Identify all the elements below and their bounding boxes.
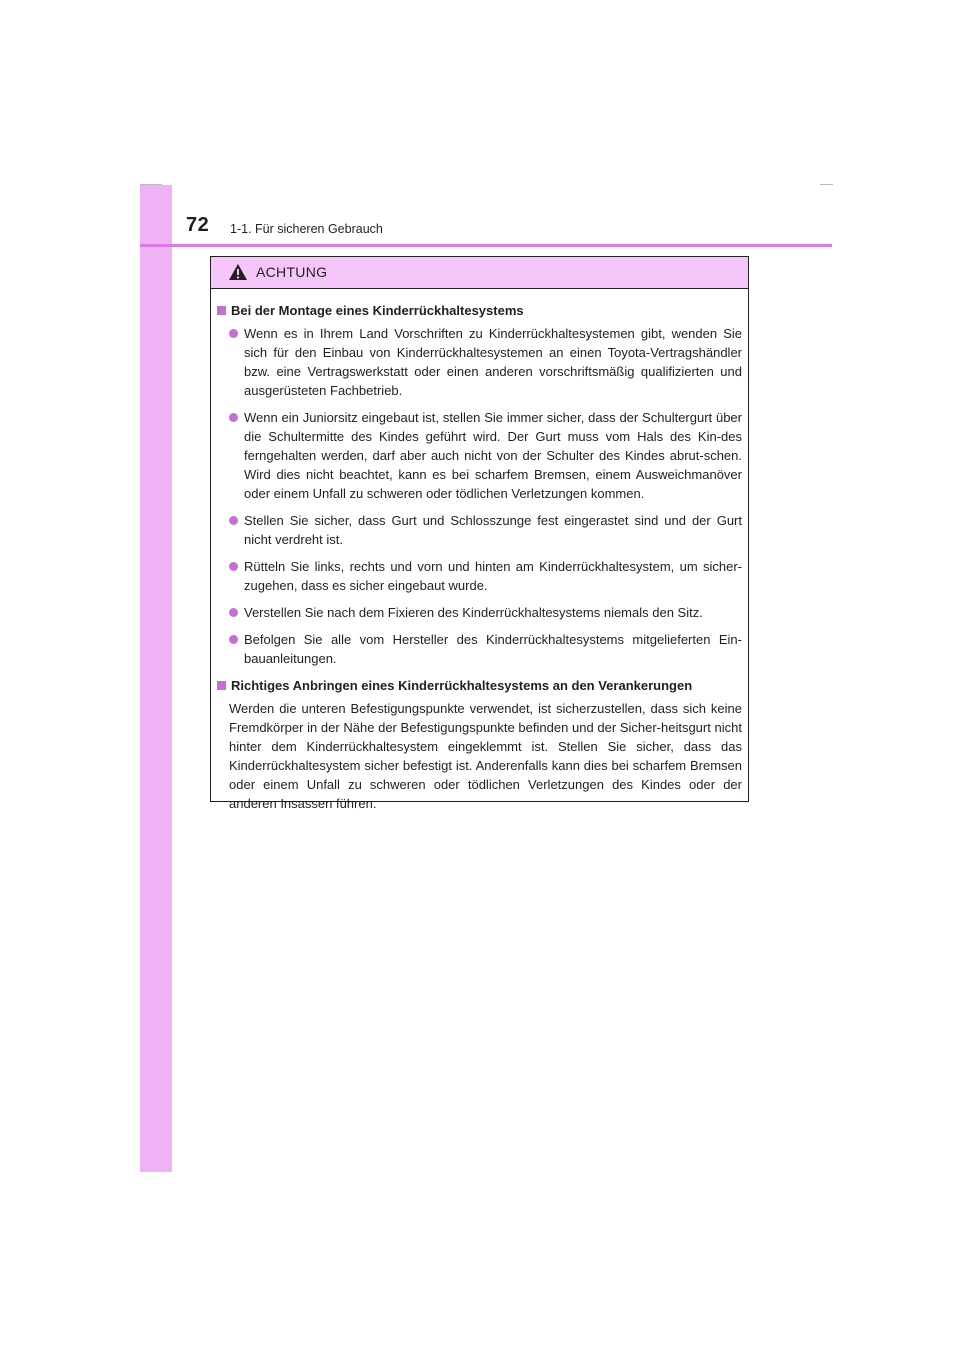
- section-title: 1-1. Für sicheren Gebrauch: [230, 222, 383, 236]
- list-item-text: Stellen Sie sicher, dass Gurt und Schlosszunge fest eingerastet sind und der Gurt nicht verdreht ist.: [244, 513, 742, 547]
- warning-title: ACHTUNG: [256, 264, 328, 280]
- section-paragraph: Werden die unteren Befestigungspunkte verwendet, ist sicherzustellen, dass sich keine Fremdkörper in der Nähe der Befestigungspunkte befinden und der Sicher-heitsgurt nicht hinter dem Kinderrückhaltesystem eingeklemmt ist. Stellen Sie sicher, dass das Kinderrückhaltesystem sicher befestigt ist. Anderenfalls kann dies bei scharfem Bremsen oder einem Unfall zu schweren oder tödlichen Verletzungen des Kindes oder der anderen Insassen führen.: [229, 701, 742, 811]
- list-item: [217, 408, 742, 503]
- section-heading-text: Richtiges Anbringen eines Kinderrückhaltesystems an den Verankerungen: [231, 678, 693, 693]
- dot-bullet-icon: [229, 329, 238, 338]
- dot-bullet-icon: [229, 635, 238, 644]
- dot-bullet-icon: [229, 516, 238, 525]
- warning-section-montage: [217, 301, 742, 668]
- list-item-text: Befolgen Sie alle vom Hersteller des Kinderrückhaltesystems mitgelieferten Ein-bauanleitungen.: [244, 632, 742, 666]
- warning-box: [210, 256, 749, 811]
- dot-bullet-icon: [229, 608, 238, 617]
- list-item-text: Wenn ein Juniorsitz eingebaut ist, stellen Sie immer sicher, dass der Schultergurt über die Schultermitte des Kindes geführt wird. Der Gurt muss vom Hals des Kin-des ferngehalten werden, darf aber auch nicht von der Schulter des Kindes abrut-schen. Wird dies nicht beachtet, kann es bei scharfem Bremsen, einem Ausweichmanöver oder einem Unfall zu schweren oder tödlichen Verletzungen kommen.: [244, 410, 742, 501]
- warning-body: [211, 289, 748, 813]
- list-item: [217, 630, 742, 668]
- header-rule: [140, 244, 832, 247]
- section-heading: [217, 676, 742, 695]
- chapter-side-tab: [140, 185, 172, 1172]
- square-bullet-icon: [217, 681, 226, 690]
- page-number: 72: [186, 214, 210, 236]
- dot-bullet-icon: [229, 413, 238, 422]
- list-item: [217, 603, 742, 622]
- list-item-text: Rütteln Sie links, rechts und vorn und hinten am Kinderrückhaltesystem, um sicher-zugehen, dass es sicher eingebaut wurde.: [244, 559, 742, 593]
- section-heading: [217, 301, 742, 320]
- warning-triangle-icon: [228, 263, 248, 281]
- list-item-text: Wenn es in Ihrem Land Vorschriften zu Kinderrückhaltesystemen gibt, wenden Sie sich für den Einbau von Kinderrückhaltesystemen an einen Toyota-Vertragshändler bzw. eine Vertragswerkstatt oder einen anderen vorschriftsmäßig qualifizierten und ausgerüsteten Fachbetrieb.: [244, 326, 742, 398]
- square-bullet-icon: [217, 306, 226, 315]
- dot-bullet-icon: [229, 562, 238, 571]
- warning-header: [211, 257, 748, 289]
- warning-section-verankerungen: [217, 676, 742, 813]
- list-item: [217, 511, 742, 549]
- section-heading-text: Bei der Montage eines Kinderrückhaltesystems: [231, 303, 524, 318]
- list-item-text: Verstellen Sie nach dem Fixieren des Kinderrückhaltesystems niemals den Sitz.: [244, 605, 703, 620]
- list-item: [217, 557, 742, 595]
- crop-mark-right: [820, 184, 833, 185]
- list-item: [217, 324, 742, 400]
